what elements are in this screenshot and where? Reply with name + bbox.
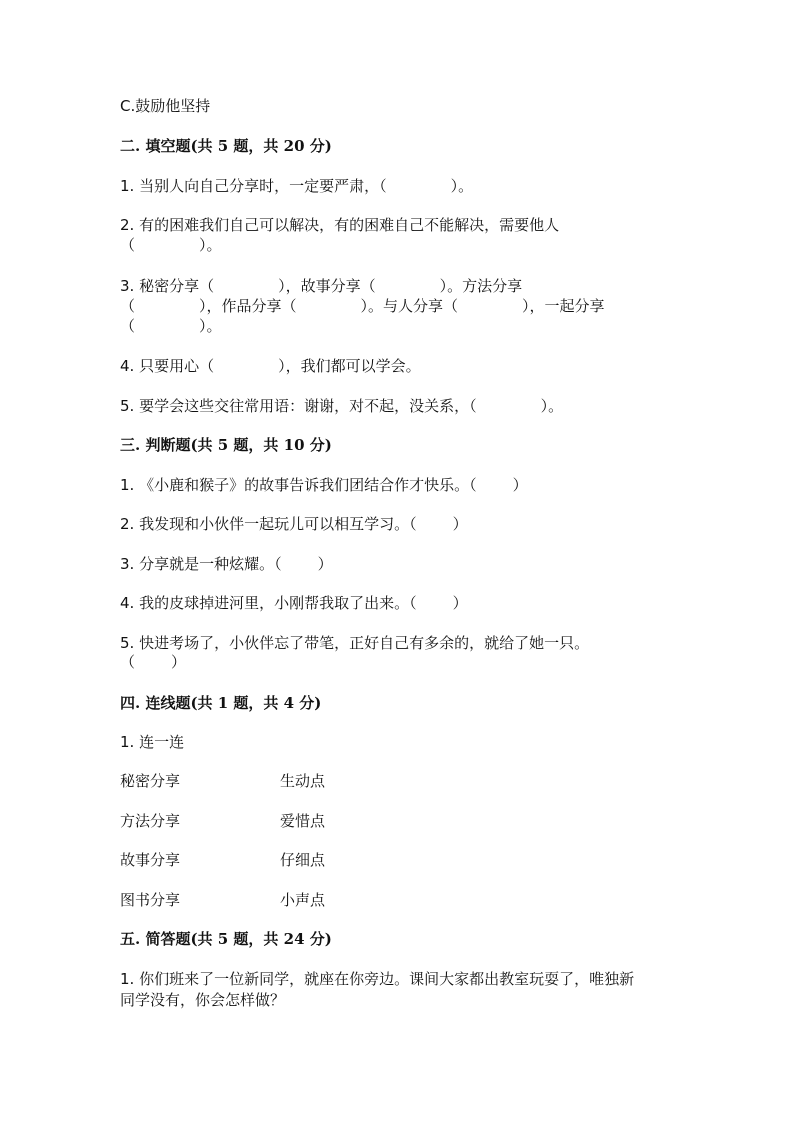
s2-q3-h: （ xyxy=(120,317,136,335)
s2-q5-end: ）。 xyxy=(540,397,564,415)
s3-q5-end: ） xyxy=(171,653,187,671)
s2-q1-text: 1. 当别人向自己分享时，一定要严肃，（ xyxy=(120,177,387,195)
s2-question-2-line1: 2. 有的困难我们自己可以解决，有的困难自己不能解决，需要他人 xyxy=(120,216,560,234)
s2-q4-text: 4. 只要用心（ xyxy=(120,357,215,375)
s2-q2-end: ）。 xyxy=(199,236,222,254)
s3-question-1 xyxy=(120,475,528,495)
s2-q3-a: 3. 秘密分享（ xyxy=(120,277,215,295)
s3-question-2 xyxy=(120,514,468,534)
s2-q3-i: ）。 xyxy=(199,317,222,335)
s2-question-1 xyxy=(120,176,473,196)
match-right-item: 小声点 xyxy=(280,891,326,909)
match-left-item: 图书分享 xyxy=(120,891,181,909)
s2-q3-b: ），故事分享（ xyxy=(278,277,376,295)
s2-q3-e: ），作品分享（ xyxy=(199,297,297,315)
s3-q2-end: ） xyxy=(452,515,468,533)
match-left-item: 故事分享 xyxy=(120,851,181,869)
s3-question-3 xyxy=(120,554,333,574)
s2-q3-c: ）。方法分享 xyxy=(439,277,523,295)
s3-question-5-line2 xyxy=(120,652,186,672)
s3-q5-open: （ xyxy=(120,653,136,671)
s3-question-5-line1: 5. 快进考场了，小伙伴忘了带笔，正好自己有多余的，就给了她一只。 xyxy=(120,634,590,652)
s5-question-1-line1: 1. 你们班来了一位新同学，就座在你旁边。课间大家都出教室玩耍了，唯独新 xyxy=(120,970,635,988)
s3-q1-text: 1. 《小鹿和猴子》的故事告诉我们团结合作才快乐。（ xyxy=(120,476,477,494)
section5-heading: 五. 简答题(共 5 题，共 24 分) xyxy=(120,930,332,948)
s3-q4-text: 4. 我的皮球掉进河里，小刚帮我取了出来。（ xyxy=(120,594,417,612)
s3-q4-end: ） xyxy=(452,594,468,612)
s2-question-4 xyxy=(120,356,421,376)
s2-question-5 xyxy=(120,396,563,416)
top-option: C.鼓励他坚持 xyxy=(120,97,211,115)
s2-q3-g: ），一起分享 xyxy=(522,297,605,315)
s4-question-1: 1. 连一连 xyxy=(120,733,185,751)
s2-question-3-line1 xyxy=(120,276,522,296)
s3-q2-text: 2. 我发现和小伙伴一起玩儿可以相互学习。（ xyxy=(120,515,417,533)
section2-heading: 二. 填空题(共 5 题，共 20 分) xyxy=(120,137,332,155)
match-right-item: 爱惜点 xyxy=(280,812,326,830)
s5-question-1-line2: 同学没有，你会怎样做？ xyxy=(120,991,286,1009)
match-right-item: 生动点 xyxy=(280,772,326,790)
match-left-item: 方法分享 xyxy=(120,812,181,830)
s2-question-2-line2 xyxy=(120,235,222,255)
section3-heading: 三. 判断题(共 5 题，共 10 分) xyxy=(120,436,332,454)
s2-q3-d: （ xyxy=(120,297,136,315)
s2-question-3-line2 xyxy=(120,296,605,316)
s2-q3-f: ）。与人分享（ xyxy=(360,297,459,315)
s2-q2-open: （ xyxy=(120,236,136,254)
s2-q5-text: 5. 要学会这些交往常用语：谢谢，对不起，没关系，（ xyxy=(120,397,477,415)
s3-q1-end: ） xyxy=(512,476,528,494)
s3-question-4 xyxy=(120,593,468,613)
s3-q3-end: ） xyxy=(317,555,333,573)
s3-q3-text: 3. 分享就是一种炫耀。（ xyxy=(120,555,282,573)
s2-q1-end: ）。 xyxy=(450,177,474,195)
section4-heading: 四. 连线题(共 1 题，共 4 分) xyxy=(120,694,322,712)
s2-q4-end: ），我们都可以学会。 xyxy=(278,357,421,375)
match-left-item: 秘密分享 xyxy=(120,772,181,790)
s2-question-3-line3 xyxy=(120,316,222,336)
match-right-item: 仔细点 xyxy=(280,851,326,869)
